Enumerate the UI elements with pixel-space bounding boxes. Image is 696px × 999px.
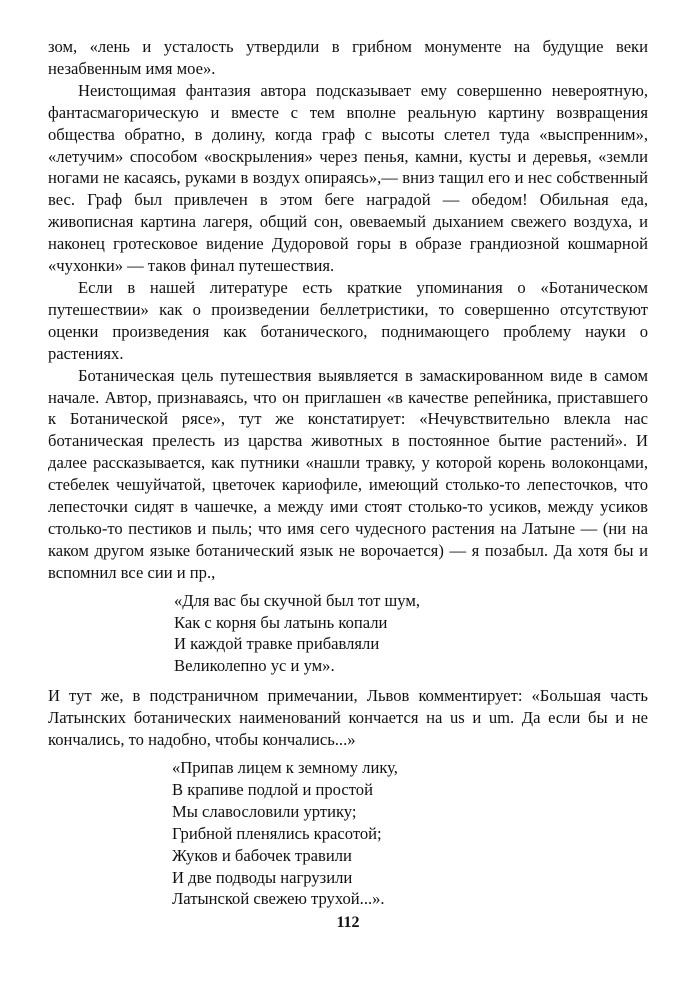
poem-quote-1: [48, 590, 648, 678]
poem-line: Великолепно ус и ум».: [174, 656, 335, 676]
page-number: 112: [336, 914, 360, 931]
paragraph-1: зом, «лень и усталость утвердили в грибном монументе на будущие веки незабвенным имя мое».: [48, 37, 648, 78]
poem-line: Латынской свежею трухой...».: [172, 889, 385, 909]
poem-line: Жуков и бабочек травили: [172, 845, 352, 865]
paragraph-4: Ботаническая цель путешествия выявляется в замаскированном виде в самом начале. Автор, признаваясь, что он приглашен «в качестве репейника, приставшего к Ботанической рясе», тут же констатирует: «Нечувствительно влекла нас ботаническая прелесть из царства животных в постоянное бытие растений». И далее рассказывается, как путники «нашли травку, у которой корень волоконцами, стебелек чешуйчатой, цветочек кариофиле, имеющий столько-то лепесточков, что лепесточки сидят в чашечке, а между ими стоят столько-то усиков, между усиков столько-то пестиков и пыль; что имя сего чудесного растения на Латыне — (ни на каком другом языке ботанический язык не ворочается) — я позабыл. Да хотя бы и вспомнил все сии и пр.,: [48, 365, 648, 582]
poem-line: И две подводы нагрузили: [172, 867, 353, 887]
poem-line: «Для вас бы скучной был тот шум,: [174, 590, 420, 610]
paragraph-5: И тут же, в подстраничном примечании, Львов комментирует: «Большая часть Латынских ботанических наименований кончается на us и um. Да если бы и не кончались, то надобно, чтобы кончались...»: [48, 686, 648, 750]
poem-line: В крапиве подлой и простой: [172, 779, 373, 799]
poem-line: И каждой травке прибавляли: [174, 634, 380, 654]
poem-line: Грибной пленялись красотой;: [172, 823, 382, 843]
paragraph-3: Если в нашей литературе есть краткие упоминания о «Ботаническом путешествии» как о произведении беллетристики, то совершенно отсутствуют оценки произведения как ботанического, поднимающего проблему науки о растениях.: [48, 277, 648, 363]
paragraph-2: Неистощимая фантазия автора подсказывает ему совершенно невероятную, фантасмагорическую и вместе с тем вполне реальную картину возвращения общества обратно, в долину, когда граф с высоты слетел туда «выспренним», «летучим» способом «воскрыления» через пенья, камни, кусты и деревья, «земли ногами не касаясь, руками в воздух опираясь»,— вниз тащил его и нес собственный вес. Граф был привлечен в этом беге наградой — обедом! Обильная еда, живописная картина лагеря, общий сон, овеваемый дыханием свежего воздуха, и наконец гротесковое видение Дудоровой горы в образе грандиозной кошмарной «чухонки» — таков финал путешествия.: [48, 80, 648, 276]
poem-line: Как с корня бы латынь копали: [174, 612, 388, 632]
poem-line: «Припав лицем к земному лику,: [172, 758, 398, 777]
poem-quote-2: [48, 757, 648, 910]
poem-line: Мы славословили уртику;: [172, 801, 357, 821]
